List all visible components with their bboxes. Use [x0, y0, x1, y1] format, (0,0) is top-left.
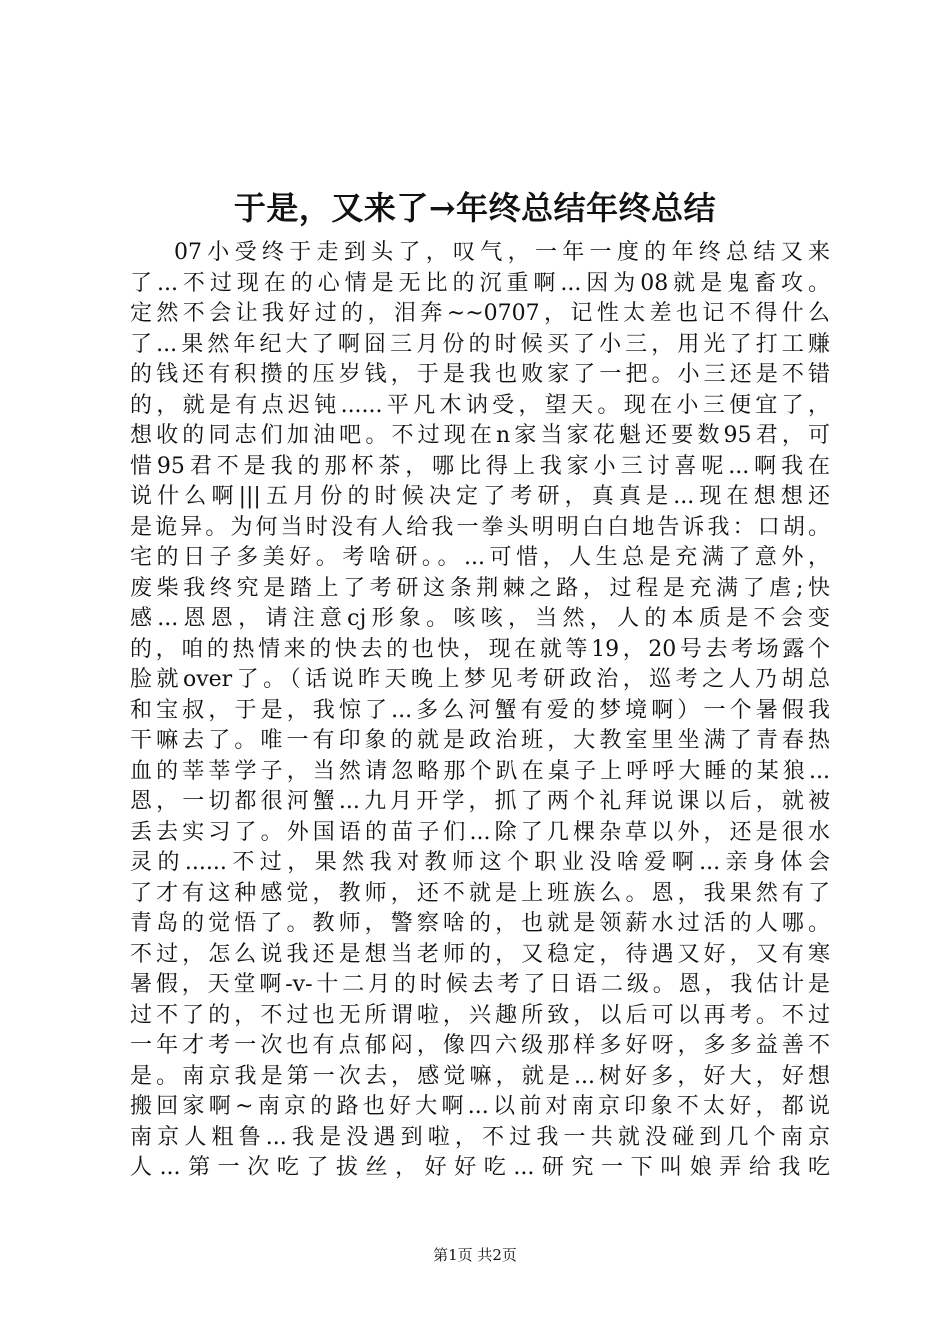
body-line: 的钱还有积攒的压岁钱，于是我也败家了一把。小三还是不错	[130, 362, 830, 387]
body-line: 和宝叔，于是，我惊了...多么河蟹有爱的梦境啊）一个暑假我	[130, 697, 830, 723]
body-line: 07小受终于走到头了，叹气，一年一度的年终总结又来	[174, 240, 830, 265]
document-body	[130, 238, 830, 1184]
body-line: 不过，怎么说我还是想当老师的，又稳定，待遇又好，又有寒	[130, 941, 830, 967]
body-line: 恩，一切都很河蟹...九月开学，抓了两个礼拜说课以后，就被	[130, 789, 830, 814]
body-line: 了...不过现在的心情是无比的沉重啊...因为08就是鬼畜攻。	[130, 270, 830, 296]
body-line: 的，咱的热情来的快去的也快，现在就等19，20号去考场露个	[130, 636, 830, 662]
body-line: 脸就over了。（话说昨天晚上梦见考研政治，巡考之人乃胡总	[130, 667, 830, 692]
body-line: 感...恩恩，请注意cj形象。咳咳，当然，人的本质是不会变	[130, 606, 830, 631]
body-line: 是诡异。为何当时没有人给我一拳头明明白白地告诉我：口胡。	[130, 514, 830, 540]
body-line: 青岛的觉悟了。教师，警察啥的，也就是领薪水过活的人哪。	[130, 911, 830, 936]
page-footer: 第1页 共2页	[433, 1246, 517, 1264]
body-line: 废柴我终究是踏上了考研这条荆棘之路，过程是充满了虐;快	[130, 575, 830, 601]
body-line: 灵的......不过，果然我对教师这个职业没啥爱啊...亲身体会	[130, 850, 830, 875]
body-line: 搬回家啊~南京的路也好大啊...以前对南京印象不太好，都说	[130, 1094, 830, 1119]
body-line: 说什么啊|||五月份的时候决定了考研，真真是...现在想想还	[130, 484, 830, 509]
body-line: 南京人粗鲁...我是没遇到啦，不过我一共就没碰到几个南京	[130, 1124, 830, 1150]
body-line: 干嘛去了。唯一有印象的就是政治班，大教室里坐满了青春热	[130, 728, 830, 753]
body-line: 人...第一次吃了拔丝，好好吃...研究一下叫娘弄给我吃	[130, 1155, 830, 1180]
body-line: 了...果然年纪大了啊囧三月份的时候买了小三，用光了打工赚	[130, 331, 830, 357]
body-line: 的，就是有点迟钝......平凡木讷受，望天。现在小三便宜了，	[130, 392, 830, 418]
body-line: 血的莘莘学子，当然请忽略那个趴在桌子上呼呼大睡的某狼...	[130, 758, 830, 784]
body-line: 想收的同志们加油吧。不过现在n家当家花魁还要数95君，可	[130, 423, 830, 448]
body-line: 丢去实习了。外国语的苗子们...除了几棵杂草以外，还是很水	[130, 819, 830, 845]
body-line: 惜95君不是我的那杯茶，哪比得上我家小三讨喜呢...啊我在	[130, 453, 830, 479]
body-line: 一年才考一次也有点郁闷，像四六级那样多好呀，多多益善不	[130, 1033, 830, 1058]
document-title: 于是，又来了→年终总结年终总结	[233, 189, 717, 227]
body-line: 定然不会让我好过的，泪奔~~0707，记性太差也记不得什么	[130, 301, 830, 326]
body-line: 宅的日子多美好。考啥研。。...可惜，人生总是充满了意外，	[130, 545, 830, 570]
body-line: 暑假，天堂啊-v-十二月的时候去考了日语二级。恩，我估计是	[130, 972, 830, 997]
body-line: 过不了的，不过也无所谓啦，兴趣所致，以后可以再考。不过	[130, 1002, 830, 1028]
body-line: 是。南京我是第一次去，感觉嘛，就是...树好多，好大，好想	[130, 1063, 830, 1089]
body-line: 了才有这种感觉，教师，还不就是上班族么。恩，我果然有了	[130, 880, 830, 906]
